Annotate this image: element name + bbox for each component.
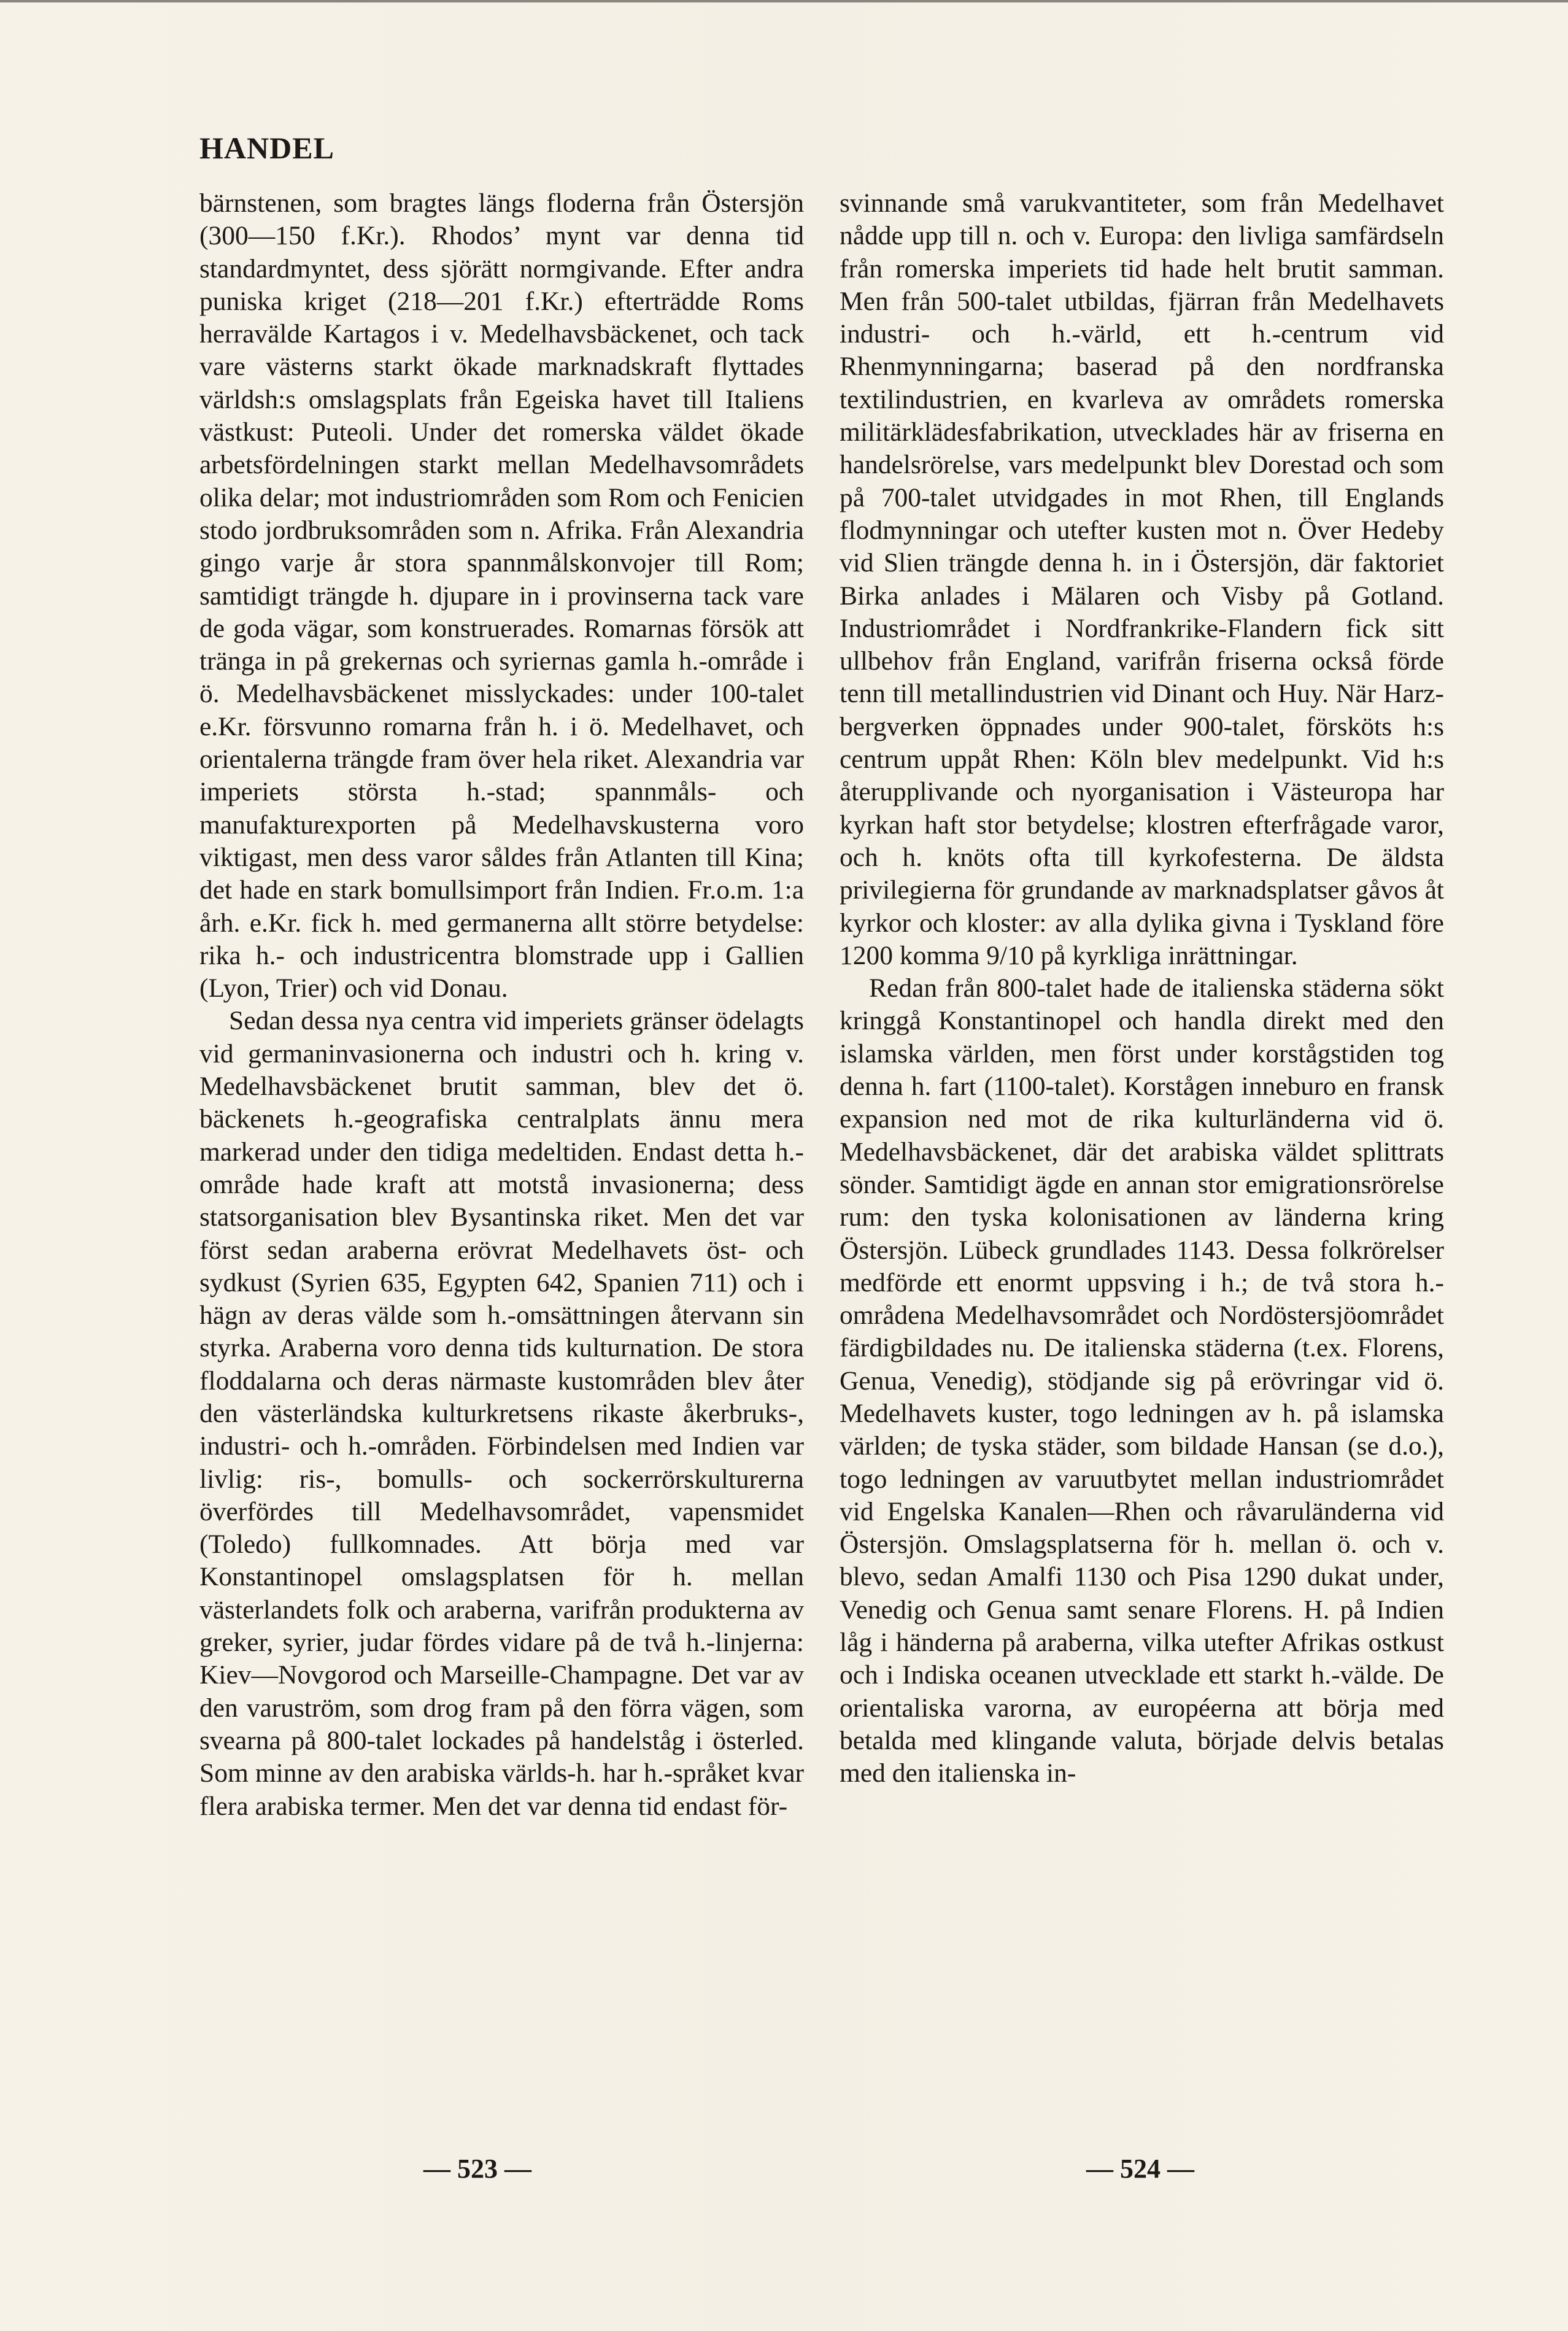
page-number-right: — 524 — (1086, 2154, 1194, 2184)
running-title: HANDEL (199, 131, 334, 165)
paragraph: svinnande små varukvantiteter, som från Medelhavet nådde upp till n. och v. Europa: den livliga samfärdseln från romerska imperiets tid hade helt brutit samman. Men från 500-talet utbildas, fjärran från Medelhavets industri- och h.-värld, ett h.-centrum vid Rhenmynningarna; baserad på den nordfranska textilindustrien, en kvarleva av områdets romerska militärklädesfabrikation, utvecklades här av friserna en handelsrörelse, vars medelpunkt blev Dorestad och som på 700-talet utvidgades in mot Rhen, till Englands flodmynningar och utefter kusten mot n. Över Hedeby vid Slien trängde denna h. in i Östersjön, där faktoriet Birka anlades i Mälaren och Visby på Gotland. Industriområdet i Nordfrankrike-Flandern fick sitt ullbehov från England, varifrån friserna också förde tenn till metallindustrien vid Dinant och Huy. När Harz-bergverken öppnades under 900-talet, försköts h:s centrum uppåt Rhen: Köln blev medelpunkt. Vid h:s återupplivande och nyorganisation i Västeuropa har kyrkan haft stor betydelse; klostren efterfrågade varor, och h. knöts ofta till kyrkofesterna. De äldsta privilegierna för grundande av marknadsplatser gåvos åt kyrkor och kloster: av alla dylika givna i Tyskland före 1200 komma 9/10 på kyrkliga inrättningar. (840, 188, 1444, 970)
left-column (199, 187, 804, 1823)
page-number-left: — 523 — (423, 2154, 531, 2184)
paragraph: bärnstenen, som bragtes längs floderna från Östersjön (300—150 f.Kr.). Rhodos’ mynt var denna tid standardmyntet, dess sjörätt normgivande. Efter andra puniska kriget (218—201 f.Kr.) efterträdde Roms herravälde Kartagos i v. Medelhavsbäckenet, och tack vare västerns starkt ökade marknadskraft flyttades världsh:s omslagsplats från Egeiska havet till Italiens västkust: Puteoli. Under det romerska väldet ökade arbetsfördelningen starkt mellan Medelhavsområdets olika delar; mot industriområden som Rom och Fenicien stodo jordbruksområden som n. Afrika. Från Alexandria gingo varje år stora spannmålskonvojer till Rom; samtidigt trängde h. djupare in i provinserna tack vare de goda vägar, som konstruerades. Romarnas försök att tränga in på grekernas och syriernas gamla h.-område i ö. Medelhavsbäckenet misslyckades: under 100-talet e.Kr. försvunno romarna från h. i ö. Medelhavet, och orientalerna trängde fram över hela riket. Alexandria var imperiets största h.-stad; spannmåls- och manufakturexporten på Medelhavskusterna voro viktigast, men dess varor såldes från Atlanten till Kina; det hade en stark bomullsimport från Indien. Fr.o.m. 1:a årh. e.Kr. fick h. med germanerna allt större betydelse: rika h.- och industricentra blomstrade upp i Gallien (Lyon, Trier) och vid Donau. (199, 188, 804, 1003)
scan-edge-line (0, 0, 1568, 2)
paragraph: Sedan dessa nya centra vid imperiets gränser ödelagts vid germaninvasionerna och industri och h. kring v. Medelhavsbäckenet brutit samman, blev det ö. bäckenets h.-geografiska centralplats ännu mera markerad under den tidiga medeltiden. Endast detta h.-område hade kraft att motstå invasionerna; dess statsorganisation blev Bysantinska riket. Men det var först sedan araberna erövrat Medelhavets öst- och sydkust (Syrien 635, Egypten 642, Spanien 711) och i hägn av deras välde som h.-omsättningen återvann sin styrka. Araberna voro denna tids kulturnation. De stora floddalarna och deras närmaste kustområden blev åter den västerländska kulturkretsens rikaste åkerbruks-, industri- och h.-områden. Förbindelsen med Indien var livlig: ris-, bomulls- och sockerrörskulturerna överfördes till Medelhavsområdet, vapensmidet (Toledo) fullkomnades. Att börja med var Konstantinopel omslagsplatsen för h. mellan västerlandets folk och araberna, varifrån produkterna av greker, syrier, judar fördes vidare på de två h.-linjerna: Kiev—Novgorod och Marseille-Champagne. Det var av den varuström, som drog fram på den förra vägen, som svearna på 800-talet lockades på handelståg i österled. Som minne av den arabiska världs-h. har h.-språket kvar flera arabiska termer. Men det var denna tid endast för- (199, 1006, 804, 1821)
paragraph: Redan från 800-talet hade de italienska städerna sökt kringgå Konstantinopel och handla direkt med den islamska världen, men först under korstågstiden tog denna h. fart (1100-talet). Korstågen inneburo en fransk expansion ned mot de rika kulturländerna vid ö. Medelhavsbäckenet, där det arabiska väldet splittrats sönder. Samtidigt ägde en annan stor emigrationsrörelse rum: den tyska kolonisationen av länderna kring Östersjön. Lübeck grundlades 1143. Dessa folkrörelser medförde ett enormt uppsving i h.; de två stora h.-områdena Medelhavsområdet och Nordöstersjöområdet färdigbildades nu. De italienska städerna (t.ex. Florens, Genua, Venedig), stödjande sig på erövringar vid ö. Medelhavets kuster, togo ledningen av h. på islamska världen; de tyska städer, som bildade Hansan (se d.o.), togo ledningen av varuutbytet mellan industriområdet vid Engelska Kanalen—Rhen och råvaruländerna vid Östersjön. Omslagsplatserna för h. mellan ö. och v. blevo, sedan Amalfi 1130 och Pisa 1290 dukat under, Venedig och Genua samt senare Florens. H. på Indien låg i händerna på araberna, vilka utefter Afrikas ostkust och i Indiska oceanen utvecklade ett starkt h.-välde. De orientaliska varorna, av européerna att börja med betalda med klingande valuta, började delvis betalas med den italienska in- (840, 973, 1444, 1788)
right-column (840, 187, 1444, 1790)
